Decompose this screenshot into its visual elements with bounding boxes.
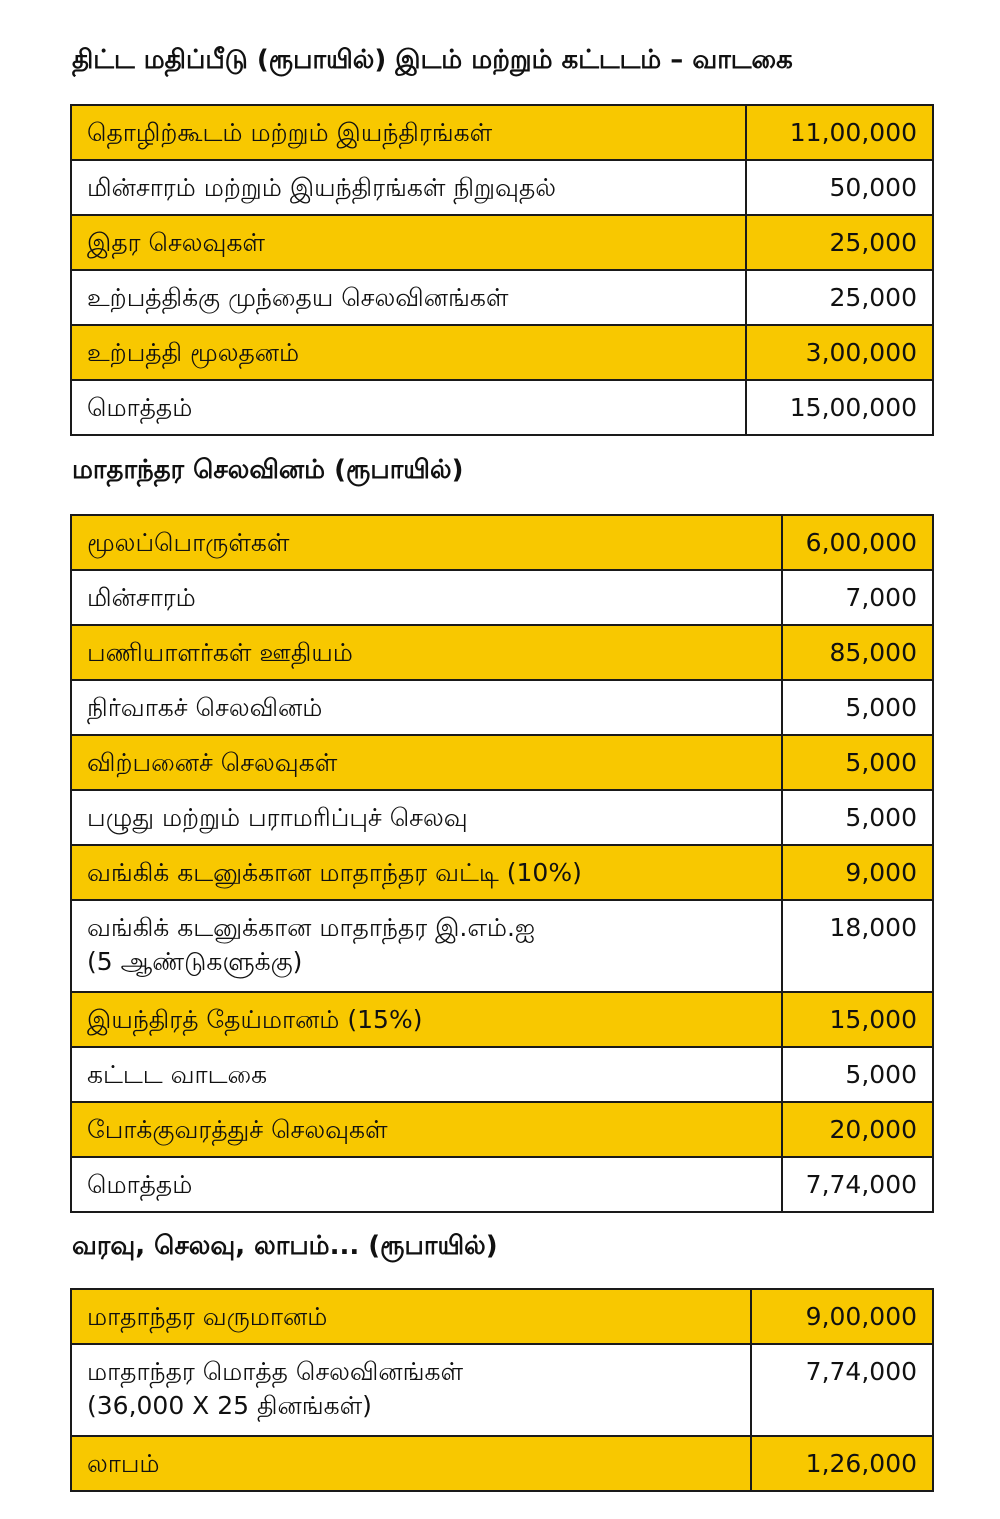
row-label: மாதாந்தர வருமானம் bbox=[71, 1289, 751, 1344]
table-row bbox=[71, 1436, 933, 1491]
project-estimate-table bbox=[70, 104, 934, 436]
table-row bbox=[71, 325, 933, 380]
row-label: மாதாந்தர மொத்த செலவினங்கள் (36,000 X 25 தினங்கள்) bbox=[71, 1344, 751, 1436]
table-row bbox=[71, 1157, 933, 1212]
row-label: மூலப்பொருள்கள் bbox=[71, 515, 782, 570]
table-row bbox=[71, 160, 933, 215]
row-amount: 85,000 bbox=[782, 625, 933, 680]
table-row bbox=[71, 1102, 933, 1157]
row-amount: 15,000 bbox=[782, 992, 933, 1047]
table-row bbox=[71, 735, 933, 790]
row-amount: 5,000 bbox=[782, 680, 933, 735]
row-amount: 9,00,000 bbox=[751, 1289, 933, 1344]
table-row bbox=[71, 1047, 933, 1102]
row-amount: 25,000 bbox=[746, 215, 933, 270]
row-amount: 15,00,000 bbox=[746, 380, 933, 435]
row-label: லாபம் bbox=[71, 1436, 751, 1491]
row-amount: 7,74,000 bbox=[751, 1344, 933, 1436]
row-label: மின்சாரம் மற்றும் இயந்திரங்கள் நிறுவுதல் bbox=[71, 160, 746, 215]
table-row bbox=[71, 380, 933, 435]
row-amount: 6,00,000 bbox=[782, 515, 933, 570]
row-label: பழுது மற்றும் பராமரிப்புச் செலவு bbox=[71, 790, 782, 845]
row-label: உற்பத்திக்கு முந்தைய செலவினங்கள் bbox=[71, 270, 746, 325]
table-row bbox=[71, 1289, 933, 1344]
table-row bbox=[71, 790, 933, 845]
table-row bbox=[71, 105, 933, 160]
table-row bbox=[71, 625, 933, 680]
table-row bbox=[71, 515, 933, 570]
row-label: போக்குவரத்துச் செலவுகள் bbox=[71, 1102, 782, 1157]
row-amount: 20,000 bbox=[782, 1102, 933, 1157]
row-label: கட்டட வாடகை bbox=[71, 1047, 782, 1102]
row-amount: 1,26,000 bbox=[751, 1436, 933, 1491]
row-label: உற்பத்தி மூலதனம் bbox=[71, 325, 746, 380]
table-row bbox=[71, 845, 933, 900]
row-amount: 25,000 bbox=[746, 270, 933, 325]
row-label: இதர செலவுகள் bbox=[71, 215, 746, 270]
row-label: நிர்வாகச் செலவினம் bbox=[71, 680, 782, 735]
table-row bbox=[71, 900, 933, 992]
row-amount: 5,000 bbox=[782, 735, 933, 790]
table-row bbox=[71, 270, 933, 325]
row-label: வங்கிக் கடனுக்கான மாதாந்தர இ.எம்.ஐ (5 ஆண்டுகளுக்கு) bbox=[71, 900, 782, 992]
row-amount: 7,74,000 bbox=[782, 1157, 933, 1212]
row-amount: 9,000 bbox=[782, 845, 933, 900]
table-row bbox=[71, 215, 933, 270]
table-row bbox=[71, 1344, 933, 1436]
row-label: மின்சாரம் bbox=[71, 570, 782, 625]
row-label: தொழிற்கூடம் மற்றும் இயந்திரங்கள் bbox=[71, 105, 746, 160]
section-title-project-estimate: திட்ட மதிப்பீடு (ரூபாயில்) இடம் மற்றும் கட்டடம் – வாடகை bbox=[72, 45, 793, 75]
row-label: பணியாளர்கள் ஊதியம் bbox=[71, 625, 782, 680]
monthly-expense-table bbox=[70, 514, 934, 1213]
income-profit-table bbox=[70, 1288, 934, 1492]
table-row bbox=[71, 680, 933, 735]
row-label: மொத்தம் bbox=[71, 1157, 782, 1212]
row-amount: 5,000 bbox=[782, 1047, 933, 1102]
row-amount: 7,000 bbox=[782, 570, 933, 625]
row-label: இயந்திரத் தேய்மானம் (15%) bbox=[71, 992, 782, 1047]
row-amount: 50,000 bbox=[746, 160, 933, 215]
table-row bbox=[71, 992, 933, 1047]
row-amount: 5,000 bbox=[782, 790, 933, 845]
row-label: வங்கிக் கடனுக்கான மாதாந்தர வட்டி (10%) bbox=[71, 845, 782, 900]
section-title-income-profit: வரவு, செலவு, லாபம்... (ரூபாயில்) bbox=[72, 1231, 498, 1261]
row-amount: 3,00,000 bbox=[746, 325, 933, 380]
section-title-monthly-expense: மாதாந்தர செலவினம் (ரூபாயில்) bbox=[72, 455, 464, 485]
row-label: மொத்தம் bbox=[71, 380, 746, 435]
row-amount: 18,000 bbox=[782, 900, 933, 992]
row-amount: 11,00,000 bbox=[746, 105, 933, 160]
row-label: விற்பனைச் செலவுகள் bbox=[71, 735, 782, 790]
table-row bbox=[71, 570, 933, 625]
